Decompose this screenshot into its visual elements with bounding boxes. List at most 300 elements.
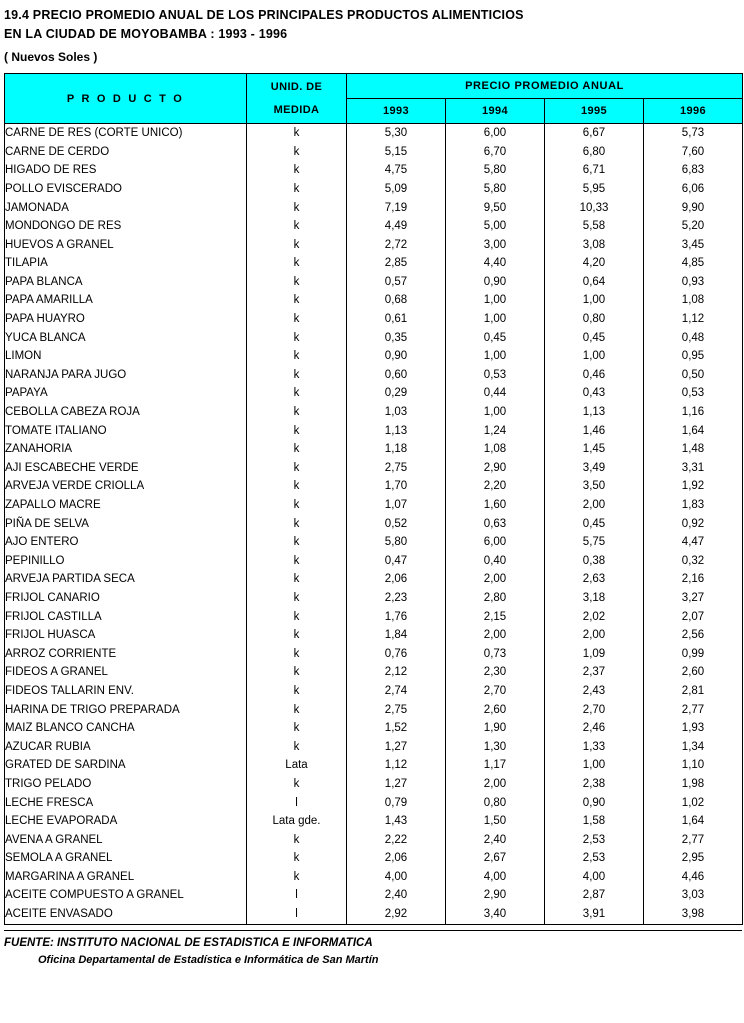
table-row: [5, 775, 743, 794]
cell-v1996: 1,16: [644, 403, 743, 422]
column-header-precio-promedio-anual: PRECIO PROMEDIO ANUAL: [347, 74, 743, 99]
cell-v1995: 1,00: [545, 756, 644, 775]
cell-producto: FIDEOS TALLARIN ENV.: [5, 682, 247, 701]
table-row: [5, 812, 743, 831]
cell-v1993: 0,35: [347, 329, 446, 348]
table-row: [5, 236, 743, 255]
cell-v1995: 1,46: [545, 422, 644, 441]
cell-v1995: 6,71: [545, 161, 644, 180]
cell-producto: FIDEOS A GRANEL: [5, 663, 247, 682]
cell-v1994: 2,00: [446, 775, 545, 794]
cell-v1993: 5,15: [347, 143, 446, 162]
cell-v1994: 1,00: [446, 310, 545, 329]
cell-v1996: 0,99: [644, 645, 743, 664]
cell-v1995: 0,64: [545, 273, 644, 292]
cell-v1995: 2,46: [545, 719, 644, 738]
table-row: [5, 682, 743, 701]
cell-unidad: k: [247, 868, 347, 887]
cell-v1996: 3,27: [644, 589, 743, 608]
cell-v1993: 0,57: [347, 273, 446, 292]
table-row: [5, 608, 743, 627]
table-row: [5, 589, 743, 608]
cell-v1996: 0,50: [644, 366, 743, 385]
cell-v1994: 4,00: [446, 868, 545, 887]
table-row: [5, 329, 743, 348]
cell-v1995: 5,95: [545, 180, 644, 199]
cell-v1996: 3,45: [644, 236, 743, 255]
cell-unidad: l: [247, 905, 347, 924]
cell-v1995: 2,38: [545, 775, 644, 794]
cell-producto: CEBOLLA CABEZA ROJA: [5, 403, 247, 422]
cell-unidad: l: [247, 886, 347, 905]
cell-unidad: k: [247, 496, 347, 515]
table-row: [5, 384, 743, 403]
cell-v1994: 0,73: [446, 645, 545, 664]
cell-v1994: 5,80: [446, 180, 545, 199]
cell-v1995: 0,90: [545, 794, 644, 813]
cell-v1994: 1,60: [446, 496, 545, 515]
cell-v1994: 1,90: [446, 719, 545, 738]
cell-v1995: 1,00: [545, 347, 644, 366]
table-row: [5, 366, 743, 385]
cell-v1994: 0,80: [446, 794, 545, 813]
cell-v1995: 5,58: [545, 217, 644, 236]
cell-unidad: k: [247, 626, 347, 645]
cell-v1996: 2,07: [644, 608, 743, 627]
cell-unidad: k: [247, 347, 347, 366]
cell-v1996: 1,10: [644, 756, 743, 775]
table-row: [5, 886, 743, 905]
currency-note: ( Nuevos Soles ): [4, 49, 98, 64]
cell-unidad: Lata: [247, 756, 347, 775]
table-row: [5, 533, 743, 552]
table-row: [5, 161, 743, 180]
cell-unidad: k: [247, 310, 347, 329]
cell-producto: HUEVOS A GRANEL: [5, 236, 247, 255]
table-row: [5, 273, 743, 292]
cell-v1994: 3,40: [446, 905, 545, 924]
cell-unidad: k: [247, 459, 347, 478]
cell-v1996: 5,73: [644, 124, 743, 143]
cell-v1995: 2,37: [545, 663, 644, 682]
cell-v1994: 0,45: [446, 329, 545, 348]
cell-v1995: 0,80: [545, 310, 644, 329]
cell-v1995: 3,91: [545, 905, 644, 924]
cell-v1995: 4,20: [545, 254, 644, 273]
cell-v1993: 1,07: [347, 496, 446, 515]
cell-v1993: 2,72: [347, 236, 446, 255]
column-header-year-1995: 1995: [545, 99, 644, 124]
cell-v1993: 0,47: [347, 552, 446, 571]
cell-unidad: k: [247, 273, 347, 292]
cell-producto: LIMON: [5, 347, 247, 366]
cell-v1995: 2,87: [545, 886, 644, 905]
table-row: [5, 347, 743, 366]
cell-unidad: k: [247, 124, 347, 143]
cell-v1996: 1,98: [644, 775, 743, 794]
cell-v1993: 1,70: [347, 477, 446, 496]
table-header: [5, 74, 743, 124]
cell-producto: AJO ENTERO: [5, 533, 247, 552]
table-row: [5, 477, 743, 496]
cell-v1995: 1,00: [545, 291, 644, 310]
cell-v1994: 2,40: [446, 831, 545, 850]
cell-v1994: 0,63: [446, 515, 545, 534]
table-row: [5, 905, 743, 924]
cell-v1993: 2,74: [347, 682, 446, 701]
cell-v1995: 2,00: [545, 496, 644, 515]
cell-producto: FRIJOL CASTILLA: [5, 608, 247, 627]
cell-v1993: 2,12: [347, 663, 446, 682]
cell-unidad: k: [247, 422, 347, 441]
cell-v1994: 3,00: [446, 236, 545, 255]
cell-producto: PIÑA DE SELVA: [5, 515, 247, 534]
cell-v1995: 2,53: [545, 831, 644, 850]
table-body: [5, 124, 743, 925]
cell-producto: HIGADO DE RES: [5, 161, 247, 180]
cell-producto: TOMATE ITALIANO: [5, 422, 247, 441]
cell-producto: AZUCAR RUBIA: [5, 738, 247, 757]
cell-v1993: 1,27: [347, 775, 446, 794]
table-row: [5, 254, 743, 273]
cell-v1994: 2,70: [446, 682, 545, 701]
cell-unidad: k: [247, 515, 347, 534]
column-header-year-1994: 1994: [446, 99, 545, 124]
table-row: [5, 310, 743, 329]
table-row: [5, 570, 743, 589]
cell-v1993: 7,19: [347, 199, 446, 218]
unidad-line-1: UNID. DE: [270, 81, 323, 94]
cell-v1995: 0,46: [545, 366, 644, 385]
cell-v1996: 1,83: [644, 496, 743, 515]
cell-unidad: k: [247, 477, 347, 496]
cell-v1993: 1,52: [347, 719, 446, 738]
cell-unidad: k: [247, 775, 347, 794]
title-block: [4, 6, 742, 67]
cell-v1993: 2,22: [347, 831, 446, 850]
cell-v1993: 0,68: [347, 291, 446, 310]
cell-producto: ACEITE COMPUESTO A GRANEL: [5, 886, 247, 905]
cell-v1994: 1,30: [446, 738, 545, 757]
table-row: [5, 440, 743, 459]
cell-v1995: 0,43: [545, 384, 644, 403]
cell-v1995: 0,45: [545, 515, 644, 534]
cell-producto: GRATED DE SARDINA: [5, 756, 247, 775]
cell-v1993: 5,09: [347, 180, 446, 199]
cell-v1995: 2,43: [545, 682, 644, 701]
cell-v1993: 1,13: [347, 422, 446, 441]
cell-v1996: 4,47: [644, 533, 743, 552]
cell-v1993: 4,00: [347, 868, 446, 887]
cell-v1996: 1,64: [644, 812, 743, 831]
cell-v1994: 2,20: [446, 477, 545, 496]
cell-v1995: 2,70: [545, 701, 644, 720]
cell-v1995: 4,00: [545, 868, 644, 887]
cell-unidad: k: [247, 180, 347, 199]
table-row: [5, 663, 743, 682]
table-row: [5, 124, 743, 143]
cell-v1994: 1,00: [446, 403, 545, 422]
unidad-line-2: MEDIDA: [273, 104, 320, 117]
table-row: [5, 849, 743, 868]
cell-v1996: 2,81: [644, 682, 743, 701]
cell-v1996: 2,77: [644, 701, 743, 720]
cell-producto: NARANJA PARA JUGO: [5, 366, 247, 385]
cell-v1996: 2,95: [644, 849, 743, 868]
table-bottom-rule: [4, 930, 742, 931]
cell-v1994: 2,67: [446, 849, 545, 868]
cell-producto: FRIJOL HUASCA: [5, 626, 247, 645]
cell-v1994: 0,44: [446, 384, 545, 403]
cell-v1995: 5,75: [545, 533, 644, 552]
cell-v1993: 2,92: [347, 905, 446, 924]
cell-v1995: 1,13: [545, 403, 644, 422]
cell-v1994: 1,08: [446, 440, 545, 459]
cell-v1994: 2,90: [446, 886, 545, 905]
cell-unidad: k: [247, 236, 347, 255]
cell-producto: POLLO EVISCERADO: [5, 180, 247, 199]
cell-v1996: 3,03: [644, 886, 743, 905]
cell-v1996: 0,95: [644, 347, 743, 366]
cell-v1993: 1,27: [347, 738, 446, 757]
table-row: [5, 868, 743, 887]
cell-v1994: 1,17: [446, 756, 545, 775]
cell-v1995: 0,45: [545, 329, 644, 348]
price-table: [4, 73, 743, 925]
cell-producto: LECHE FRESCA: [5, 794, 247, 813]
cell-unidad: k: [247, 552, 347, 571]
cell-v1993: 1,84: [347, 626, 446, 645]
cell-v1994: 2,15: [446, 608, 545, 627]
cell-producto: CARNE DE RES (CORTE UNICO): [5, 124, 247, 143]
cell-v1993: 2,23: [347, 589, 446, 608]
cell-v1994: 6,00: [446, 124, 545, 143]
cell-v1995: 3,08: [545, 236, 644, 255]
cell-v1995: 0,38: [545, 552, 644, 571]
cell-unidad: k: [247, 161, 347, 180]
cell-v1993: 1,76: [347, 608, 446, 627]
cell-unidad: k: [247, 570, 347, 589]
cell-unidad: k: [247, 645, 347, 664]
cell-v1994: 0,90: [446, 273, 545, 292]
cell-v1993: 2,75: [347, 701, 446, 720]
cell-v1993: 0,61: [347, 310, 446, 329]
cell-v1996: 2,77: [644, 831, 743, 850]
cell-v1993: 2,06: [347, 849, 446, 868]
cell-v1996: 0,53: [644, 384, 743, 403]
cell-v1996: 5,20: [644, 217, 743, 236]
cell-v1996: 9,90: [644, 199, 743, 218]
cell-v1996: 7,60: [644, 143, 743, 162]
column-header-unidad-medida: [247, 74, 347, 124]
cell-v1996: 0,32: [644, 552, 743, 571]
cell-unidad: k: [247, 143, 347, 162]
cell-v1995: 1,45: [545, 440, 644, 459]
table-title-line-2: EN LA CIUDAD DE MOYOBAMBA : 1993 - 1996: [4, 27, 288, 42]
table-row: [5, 831, 743, 850]
cell-v1993: 0,76: [347, 645, 446, 664]
cell-producto: AVENA A GRANEL: [5, 831, 247, 850]
cell-v1993: 1,03: [347, 403, 446, 422]
cell-producto: SEMOLA A GRANEL: [5, 849, 247, 868]
cell-v1993: 2,06: [347, 570, 446, 589]
table-row: [5, 403, 743, 422]
cell-v1994: 1,24: [446, 422, 545, 441]
table-row: [5, 794, 743, 813]
cell-v1996: 4,46: [644, 868, 743, 887]
table-row: [5, 143, 743, 162]
cell-v1994: 2,80: [446, 589, 545, 608]
cell-producto: TILAPIA: [5, 254, 247, 273]
cell-v1993: 2,85: [347, 254, 446, 273]
table-row: [5, 719, 743, 738]
cell-unidad: k: [247, 329, 347, 348]
table-row: [5, 701, 743, 720]
cell-producto: PAPA AMARILLA: [5, 291, 247, 310]
cell-producto: PAPA HUAYRO: [5, 310, 247, 329]
cell-producto: PEPINILLO: [5, 552, 247, 571]
cell-v1993: 1,43: [347, 812, 446, 831]
cell-v1996: 3,31: [644, 459, 743, 478]
cell-v1994: 9,50: [446, 199, 545, 218]
cell-producto: PAPAYA: [5, 384, 247, 403]
source-line-2: Oficina Departamental de Estadística e Informática de San Martín: [38, 953, 379, 966]
cell-v1993: 0,52: [347, 515, 446, 534]
cell-v1995: 2,00: [545, 626, 644, 645]
cell-producto: JAMONADA: [5, 199, 247, 218]
cell-unidad: Lata gde.: [247, 812, 347, 831]
table-row: [5, 422, 743, 441]
header-row-1: [5, 74, 743, 99]
cell-v1993: 0,60: [347, 366, 446, 385]
table-title-line-1: 19.4 PRECIO PROMEDIO ANUAL DE LOS PRINCIPALES PRODUCTOS ALIMENTICIOS: [4, 8, 524, 22]
table-row: [5, 645, 743, 664]
cell-v1993: 2,40: [347, 886, 446, 905]
cell-unidad: k: [247, 663, 347, 682]
cell-producto: FRIJOL CANARIO: [5, 589, 247, 608]
column-header-year-1996: 1996: [644, 99, 743, 124]
cell-producto: ARVEJA VERDE CRIOLLA: [5, 477, 247, 496]
cell-v1994: 2,60: [446, 701, 545, 720]
cell-v1996: 2,16: [644, 570, 743, 589]
cell-v1994: 2,00: [446, 570, 545, 589]
cell-v1994: 1,00: [446, 291, 545, 310]
table-row: [5, 180, 743, 199]
cell-unidad: k: [247, 701, 347, 720]
cell-v1996: 1,92: [644, 477, 743, 496]
cell-v1995: 3,49: [545, 459, 644, 478]
cell-v1993: 1,12: [347, 756, 446, 775]
cell-v1994: 0,53: [446, 366, 545, 385]
cell-producto: PAPA BLANCA: [5, 273, 247, 292]
cell-unidad: k: [247, 403, 347, 422]
cell-unidad: l: [247, 794, 347, 813]
cell-v1994: 6,70: [446, 143, 545, 162]
cell-v1995: 3,50: [545, 477, 644, 496]
cell-v1994: 1,00: [446, 347, 545, 366]
table-row: [5, 459, 743, 478]
cell-v1993: 1,18: [347, 440, 446, 459]
table-row: [5, 552, 743, 571]
cell-unidad: k: [247, 199, 347, 218]
table-row: [5, 217, 743, 236]
cell-producto: ARROZ CORRIENTE: [5, 645, 247, 664]
cell-v1996: 2,56: [644, 626, 743, 645]
cell-v1994: 2,30: [446, 663, 545, 682]
cell-v1995: 6,80: [545, 143, 644, 162]
table-row: [5, 738, 743, 757]
cell-unidad: k: [247, 849, 347, 868]
cell-v1996: 1,12: [644, 310, 743, 329]
cell-producto: HARINA DE TRIGO PREPARADA: [5, 701, 247, 720]
cell-unidad: k: [247, 682, 347, 701]
cell-unidad: k: [247, 589, 347, 608]
cell-unidad: k: [247, 608, 347, 627]
cell-unidad: k: [247, 831, 347, 850]
cell-unidad: k: [247, 217, 347, 236]
cell-unidad: k: [247, 366, 347, 385]
cell-producto: TRIGO PELADO: [5, 775, 247, 794]
cell-producto: LECHE EVAPORADA: [5, 812, 247, 831]
cell-producto: ZANAHORIA: [5, 440, 247, 459]
table-row: [5, 756, 743, 775]
cell-v1994: 2,90: [446, 459, 545, 478]
cell-unidad: k: [247, 291, 347, 310]
cell-v1996: 0,93: [644, 273, 743, 292]
source-line-1: FUENTE: INSTITUTO NACIONAL DE ESTADISTICA E INFORMATICA: [4, 936, 373, 949]
cell-producto: YUCA BLANCA: [5, 329, 247, 348]
cell-v1994: 6,00: [446, 533, 545, 552]
cell-v1995: 2,53: [545, 849, 644, 868]
cell-v1996: 1,08: [644, 291, 743, 310]
cell-v1996: 1,93: [644, 719, 743, 738]
cell-producto: ACEITE ENVASADO: [5, 905, 247, 924]
cell-v1995: 1,58: [545, 812, 644, 831]
cell-v1995: 2,63: [545, 570, 644, 589]
cell-v1995: 1,33: [545, 738, 644, 757]
cell-v1995: 2,02: [545, 608, 644, 627]
cell-v1994: 0,40: [446, 552, 545, 571]
column-header-producto: P R O D U C T O: [5, 74, 247, 124]
cell-producto: CARNE DE CERDO: [5, 143, 247, 162]
cell-unidad: k: [247, 533, 347, 552]
cell-v1996: 4,85: [644, 254, 743, 273]
cell-unidad: k: [247, 384, 347, 403]
cell-v1993: 0,90: [347, 347, 446, 366]
cell-v1994: 5,80: [446, 161, 545, 180]
cell-v1995: 3,18: [545, 589, 644, 608]
cell-v1994: 4,40: [446, 254, 545, 273]
cell-producto: MARGARINA A GRANEL: [5, 868, 247, 887]
cell-v1993: 4,75: [347, 161, 446, 180]
cell-unidad: k: [247, 254, 347, 273]
cell-v1996: 1,64: [644, 422, 743, 441]
cell-v1993: 2,75: [347, 459, 446, 478]
cell-v1993: 5,30: [347, 124, 446, 143]
cell-producto: MAIZ BLANCO CANCHA: [5, 719, 247, 738]
cell-v1994: 5,00: [446, 217, 545, 236]
cell-v1995: 1,09: [545, 645, 644, 664]
table-row: [5, 291, 743, 310]
cell-v1996: 1,34: [644, 738, 743, 757]
table-row: [5, 496, 743, 515]
table-row: [5, 199, 743, 218]
table-row: [5, 515, 743, 534]
cell-unidad: k: [247, 738, 347, 757]
source-note: [4, 935, 742, 969]
column-header-year-1993: 1993: [347, 99, 446, 124]
cell-unidad: k: [247, 719, 347, 738]
